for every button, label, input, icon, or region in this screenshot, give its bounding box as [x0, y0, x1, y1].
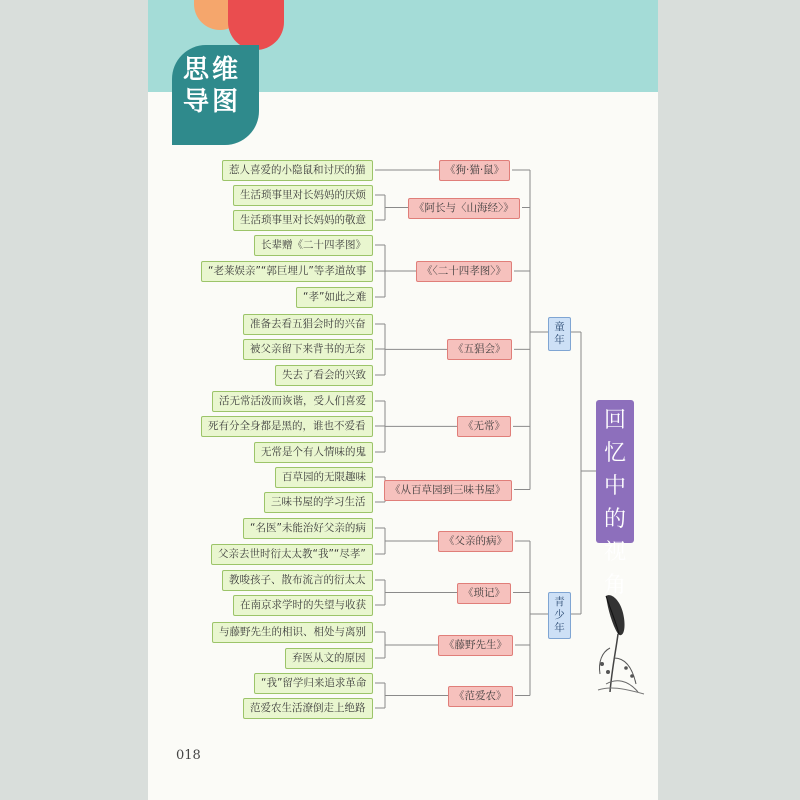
topic-point: 在南京求学时的失望与收获 [233, 595, 373, 616]
topic-point: 无常是个有人情味的鬼 [254, 442, 373, 463]
topic-node: 《阿长与〈山海经〉》 [408, 198, 520, 219]
topic-point: 弃医从文的原因 [285, 648, 373, 669]
topic-point: 三味书屋的学习生活 [264, 492, 373, 513]
topic-point: 父亲去世时衍太太教“我”“尽孝” [211, 544, 373, 565]
topic-point: 被父亲留下来背书的无奈 [243, 339, 373, 360]
section-title-line1: 思维 [183, 55, 242, 85]
topic-point: 死有分全身都是黑的，谁也不爱看 [201, 416, 373, 437]
topic-node: 《琐记》 [457, 583, 511, 604]
topic-node: 《范爱农》 [448, 686, 513, 707]
category-childhood: 童年 [548, 317, 571, 351]
topic-point: 长辈赠《二十四孝图》 [254, 235, 373, 256]
root-label: 回忆中的视角 [603, 408, 626, 598]
topic-node: 《狗·猫·鼠》 [439, 160, 510, 181]
topic-node: 《五猖会》 [447, 339, 512, 360]
topic-node: 《无常》 [457, 416, 511, 437]
topic-node: 《从百草园到三味书屋》 [384, 480, 512, 501]
topic-point: 与藤野先生的相识、相处与离别 [212, 622, 373, 643]
topic-point: 惹人喜爱的小隐鼠和讨厌的猫 [222, 160, 373, 181]
ink-plant-illustration [592, 588, 652, 698]
topic-point: “我”留学归来追求革命 [254, 673, 373, 694]
section-title-line2: 导图 [183, 87, 242, 117]
topic-point: 生活琐事里对长妈妈的厌烦 [233, 185, 373, 206]
topic-point: “老莱娱亲”“郭巨埋儿”等孝道故事 [201, 261, 373, 282]
topic-point: 准备去看五猖会时的兴奋 [243, 314, 373, 335]
topic-point: 活无常活泼而诙谐，受人们喜爱 [212, 391, 373, 412]
topic-point: 生活琐事里对长妈妈的敬意 [233, 210, 373, 231]
root-node [596, 400, 634, 598]
topic-node: 《父亲的病》 [438, 531, 513, 552]
topic-point: “孝”如此之难 [296, 287, 373, 308]
page-number: 018 [176, 748, 201, 763]
topic-point: “名医”未能治好父亲的病 [243, 518, 373, 539]
topic-point: 百草园的无限趣味 [275, 467, 373, 488]
category-youth: 青少年 [548, 592, 571, 639]
topic-point: 教唆孩子、散布流言的衍太太 [222, 570, 373, 591]
topic-point: 失去了看会的兴致 [275, 365, 373, 386]
topic-node: 《〈二十四孝图〉》 [416, 261, 512, 282]
topic-node: 《藤野先生》 [438, 635, 513, 656]
topic-point: 范爱农生活潦倒走上绝路 [243, 698, 373, 719]
